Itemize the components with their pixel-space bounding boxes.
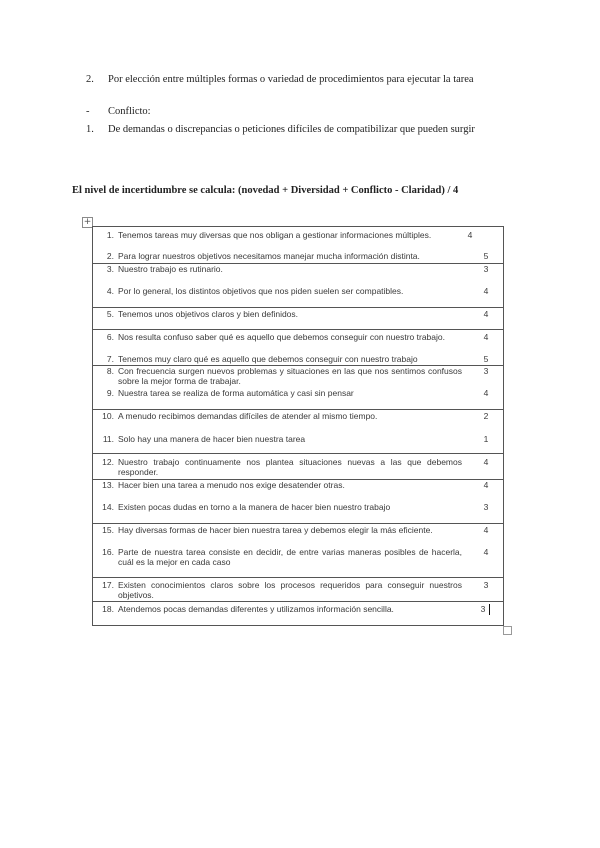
row-score: 4 <box>483 286 489 296</box>
row-score: 4 <box>483 388 489 398</box>
row-divider <box>93 453 503 454</box>
row-score: 3 <box>483 580 489 590</box>
row-score: 4 <box>483 457 489 467</box>
intro-item-elección <box>86 72 528 88</box>
row-number: 10. <box>102 411 114 421</box>
row-number: 15. <box>102 525 114 535</box>
table-row <box>94 502 462 512</box>
row-score: 4 <box>483 309 489 319</box>
row-score: 5 <box>483 354 489 364</box>
row-question: Con frecuencia surgen nuevos problemas y situaciones en las que nos sentimos confusos sobre la mejor forma de trabajar. <box>118 366 462 386</box>
list-item-text: De demandas o discrepancias o peticiones difíciles de compatibilizar que pueden surgir <box>108 124 475 135</box>
table-row <box>94 457 462 477</box>
table-row <box>94 388 462 398</box>
row-divider <box>93 523 503 524</box>
intro-item-conflicto <box>86 104 528 120</box>
row-score: 2 <box>483 411 489 421</box>
row-question: Por lo general, los distintos objetivos que nos piden suelen ser compatibles. <box>118 286 404 296</box>
row-score: 3 <box>480 604 486 614</box>
table-resize-handle-icon[interactable] <box>503 626 512 635</box>
row-number: 14. <box>102 502 114 512</box>
list-marker: 1. <box>86 124 94 135</box>
text-cursor <box>489 604 490 615</box>
row-question: Tenemos muy claro qué es aquello que debemos conseguir con nuestro trabajo <box>118 354 418 364</box>
row-number: 16. <box>102 547 114 557</box>
row-number: 6. <box>106 332 114 342</box>
row-question: Atendemos pocas demandas diferentes y utilizamos información sencilla. <box>118 604 394 614</box>
row-divider <box>93 601 503 602</box>
table-row <box>94 286 462 296</box>
row-divider <box>93 409 503 410</box>
table-row <box>94 411 462 421</box>
row-question: Parte de nuestra tarea consiste en decidir, de entre varias maneras posibles de hacerla, cuál es la mejor en cada caso <box>118 547 462 567</box>
table-row <box>94 434 462 444</box>
row-number: 8. <box>106 366 114 376</box>
row-number: 9. <box>106 388 114 398</box>
row-question: A menudo recibimos demandas difíciles de atender al mismo tiempo. <box>118 411 378 421</box>
row-number: 13. <box>102 480 114 490</box>
row-number: 2. <box>106 251 114 261</box>
row-divider <box>93 329 503 330</box>
formula-heading: El nivel de incertidumbre se calcula: (novedad + Diversidad + Conflicto - Claridad) / 4 <box>72 185 459 196</box>
row-number: 12. <box>102 457 114 467</box>
row-question: Nuestro trabajo es rutinario. <box>118 264 223 274</box>
row-question: Solo hay una manera de hacer bien nuestra tarea <box>118 434 306 444</box>
row-divider <box>93 577 503 578</box>
row-question: Nuestra tarea se realiza de forma automática y casi sin pensar <box>118 388 354 398</box>
table-row <box>94 309 462 319</box>
table-move-handle-icon[interactable]: + <box>83 217 92 227</box>
list-item-text: Por elección entre múltiples formas o variedad de procedimientos para ejecutar la tarea <box>108 74 474 85</box>
row-number: 7. <box>106 354 114 364</box>
row-number: 5. <box>106 309 114 319</box>
table-row <box>94 264 462 274</box>
row-score: 4 <box>483 525 489 535</box>
row-score: 4 <box>483 332 489 342</box>
row-question: Hay diversas formas de hacer bien nuestra tarea y debemos elegir la más eficiente. <box>118 525 433 535</box>
table-row <box>94 580 462 600</box>
row-question: Hacer bien una tarea a menudo nos exige desatender otras. <box>118 480 345 490</box>
row-question: Existen pocas dudas en torno a la manera de hacer bien nuestro trabajo <box>118 502 391 512</box>
row-number: 11. <box>102 434 114 444</box>
row-question: Nuestro trabajo continuamente nos plantea situaciones nuevas a las que debemos responder. <box>118 457 462 477</box>
row-score: 4 <box>483 480 489 490</box>
row-number: 1. <box>106 230 114 240</box>
list-item-text: Conflicto: <box>108 106 151 117</box>
row-question: Para lograr nuestros objetivos necesitamos manejar mucha información distinta. <box>118 251 420 261</box>
row-score: 5 <box>483 251 489 261</box>
row-score: 3 <box>483 502 489 512</box>
list-marker: 2. <box>86 74 94 85</box>
intro-item-demandas <box>86 122 528 138</box>
table-row <box>94 525 462 535</box>
row-score: 4 <box>467 230 473 240</box>
row-number: 18. <box>102 604 114 614</box>
row-score: 3 <box>483 264 489 274</box>
table-row <box>94 547 462 567</box>
row-question: Nos resulta confuso saber qué es aquello que debemos conseguir con nuestro trabajo. <box>118 332 445 342</box>
table-row <box>94 230 462 240</box>
row-question: Tenemos tareas muy diversas que nos obligan a gestionar informaciones múltiples. <box>118 230 432 240</box>
row-divider <box>93 307 503 308</box>
row-number: 17. <box>102 580 114 590</box>
table-row <box>94 251 462 261</box>
row-number: 4. <box>106 286 114 296</box>
row-score: 1 <box>483 434 489 444</box>
row-number: 3. <box>106 264 114 274</box>
table-row <box>94 604 462 614</box>
table-row <box>94 354 462 364</box>
row-question: Existen conocimientos claros sobre los procesos requeridos para conseguir nuestros objetivos. <box>118 580 462 600</box>
row-question: Tenemos unos objetivos claros y bien definidos. <box>118 309 299 319</box>
table-row <box>94 332 462 342</box>
row-score: 4 <box>483 547 489 557</box>
table-row <box>94 366 462 386</box>
row-score: 3 <box>483 366 489 376</box>
list-marker: - <box>86 106 90 117</box>
table-row <box>94 480 462 490</box>
